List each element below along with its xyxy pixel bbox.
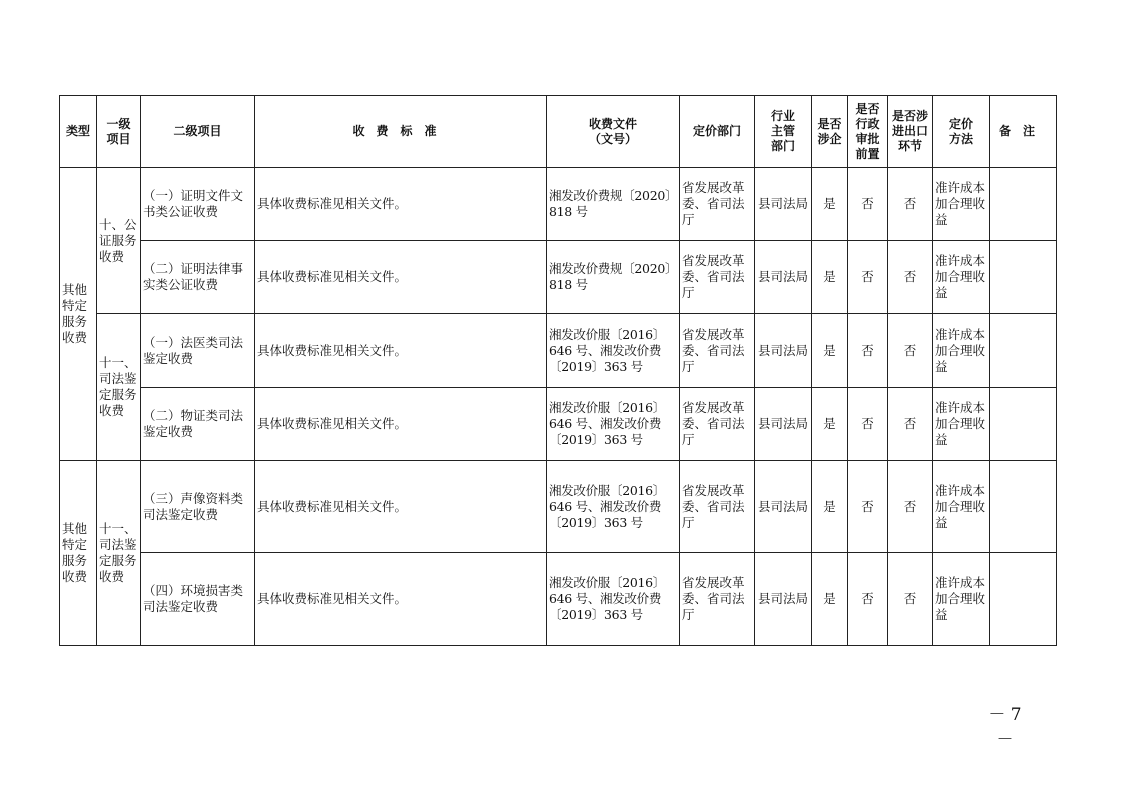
table-row [60, 314, 1057, 388]
industry-dept-cell: 县司法局 [755, 314, 812, 388]
level1-cell: 十、公证服务收费 [97, 168, 141, 314]
standard-cell: 具体收费标准见相关文件。 [255, 241, 547, 314]
enterprise-cell: 是 [812, 168, 848, 241]
table-row [60, 553, 1057, 646]
document-cell: 湘发改价服〔2016〕646 号、湘发改价费〔2019〕363 号 [547, 553, 680, 646]
header-enterprise: 是否 涉企 [812, 96, 848, 168]
remarks-cell [990, 461, 1057, 553]
industry-dept-cell: 县司法局 [755, 388, 812, 461]
industry-dept-cell: 县司法局 [755, 241, 812, 314]
admin-review-cell: 否 [848, 168, 888, 241]
header-pricing-dept: 定价部门 [680, 96, 755, 168]
type-cell: 其他特定服务收费 [60, 461, 97, 646]
pricing-method-cell: 准许成本加合理收益 [933, 168, 990, 241]
level1-cell: 十一、司法鉴定服务收费 [97, 314, 141, 461]
pricing-dept-cell: 省发展改革委、省司法厅 [680, 553, 755, 646]
level2-cell: （二）物证类司法鉴定收费 [141, 388, 255, 461]
page-number: － 7 － [988, 705, 1022, 750]
import-export-cell: 否 [888, 461, 933, 553]
import-export-cell: 否 [888, 553, 933, 646]
enterprise-cell: 是 [812, 314, 848, 388]
standard-cell: 具体收费标准见相关文件。 [255, 314, 547, 388]
header-admin-review: 是否 行政 审批 前置 [848, 96, 888, 168]
remarks-cell [990, 168, 1057, 241]
admin-review-cell: 否 [848, 388, 888, 461]
standard-cell: 具体收费标准见相关文件。 [255, 553, 547, 646]
remarks-cell [990, 241, 1057, 314]
level1-cell: 十一、司法鉴定服务收费 [97, 461, 141, 646]
header-document: 收费文件 （文号） [547, 96, 680, 168]
enterprise-cell: 是 [812, 241, 848, 314]
remarks-cell [990, 553, 1057, 646]
table-row [60, 461, 1057, 553]
document-cell: 湘发改价费规〔2020〕818 号 [547, 241, 680, 314]
header-industry-dept: 行业 主管 部门 [755, 96, 812, 168]
enterprise-cell: 是 [812, 461, 848, 553]
header-remarks: 备注 [990, 96, 1057, 168]
pricing-dept-cell: 省发展改革委、省司法厅 [680, 314, 755, 388]
admin-review-cell: 否 [848, 461, 888, 553]
pricing-dept-cell: 省发展改革委、省司法厅 [680, 168, 755, 241]
level2-cell: （四）环境损害类司法鉴定收费 [141, 553, 255, 646]
document-cell: 湘发改价服〔2016〕646 号、湘发改价费〔2019〕363 号 [547, 388, 680, 461]
header-type: 类型 [60, 96, 97, 168]
header-level2: 二级项目 [141, 96, 255, 168]
standard-cell: 具体收费标准见相关文件。 [255, 461, 547, 553]
remarks-cell [990, 388, 1057, 461]
import-export-cell: 否 [888, 241, 933, 314]
document-cell: 湘发改价费规〔2020〕818 号 [547, 168, 680, 241]
pricing-method-cell: 准许成本加合理收益 [933, 553, 990, 646]
remarks-cell [990, 314, 1057, 388]
industry-dept-cell: 县司法局 [755, 168, 812, 241]
level2-cell: （二）证明法律事实类公证收费 [141, 241, 255, 314]
fee-table [59, 95, 1057, 646]
pricing-dept-cell: 省发展改革委、省司法厅 [680, 388, 755, 461]
header-import-export: 是否涉 进出口 环节 [888, 96, 933, 168]
document-cell: 湘发改价服〔2016〕646 号、湘发改价费〔2019〕363 号 [547, 461, 680, 553]
header-pricing-method: 定价 方法 [933, 96, 990, 168]
standard-cell: 具体收费标准见相关文件。 [255, 388, 547, 461]
header-row [60, 96, 1057, 168]
table-row [60, 388, 1057, 461]
level2-cell: （三）声像资料类司法鉴定收费 [141, 461, 255, 553]
admin-review-cell: 否 [848, 314, 888, 388]
pricing-method-cell: 准许成本加合理收益 [933, 314, 990, 388]
import-export-cell: 否 [888, 388, 933, 461]
header-standard: 收费标准 [255, 96, 547, 168]
enterprise-cell: 是 [812, 553, 848, 646]
admin-review-cell: 否 [848, 241, 888, 314]
table-row [60, 241, 1057, 314]
standard-cell: 具体收费标准见相关文件。 [255, 168, 547, 241]
enterprise-cell: 是 [812, 388, 848, 461]
import-export-cell: 否 [888, 314, 933, 388]
document-cell: 湘发改价服〔2016〕646 号、湘发改价费〔2019〕363 号 [547, 314, 680, 388]
admin-review-cell: 否 [848, 553, 888, 646]
pricing-method-cell: 准许成本加合理收益 [933, 241, 990, 314]
pricing-dept-cell: 省发展改革委、省司法厅 [680, 461, 755, 553]
pricing-method-cell: 准许成本加合理收益 [933, 388, 990, 461]
import-export-cell: 否 [888, 168, 933, 241]
industry-dept-cell: 县司法局 [755, 461, 812, 553]
type-cell: 其他特定服务收费 [60, 168, 97, 461]
pricing-dept-cell: 省发展改革委、省司法厅 [680, 241, 755, 314]
level2-cell: （一）证明文件文书类公证收费 [141, 168, 255, 241]
level2-cell: （一）法医类司法鉴定收费 [141, 314, 255, 388]
pricing-method-cell: 准许成本加合理收益 [933, 461, 990, 553]
table-row [60, 168, 1057, 241]
header-level1: 一级 项目 [97, 96, 141, 168]
industry-dept-cell: 县司法局 [755, 553, 812, 646]
